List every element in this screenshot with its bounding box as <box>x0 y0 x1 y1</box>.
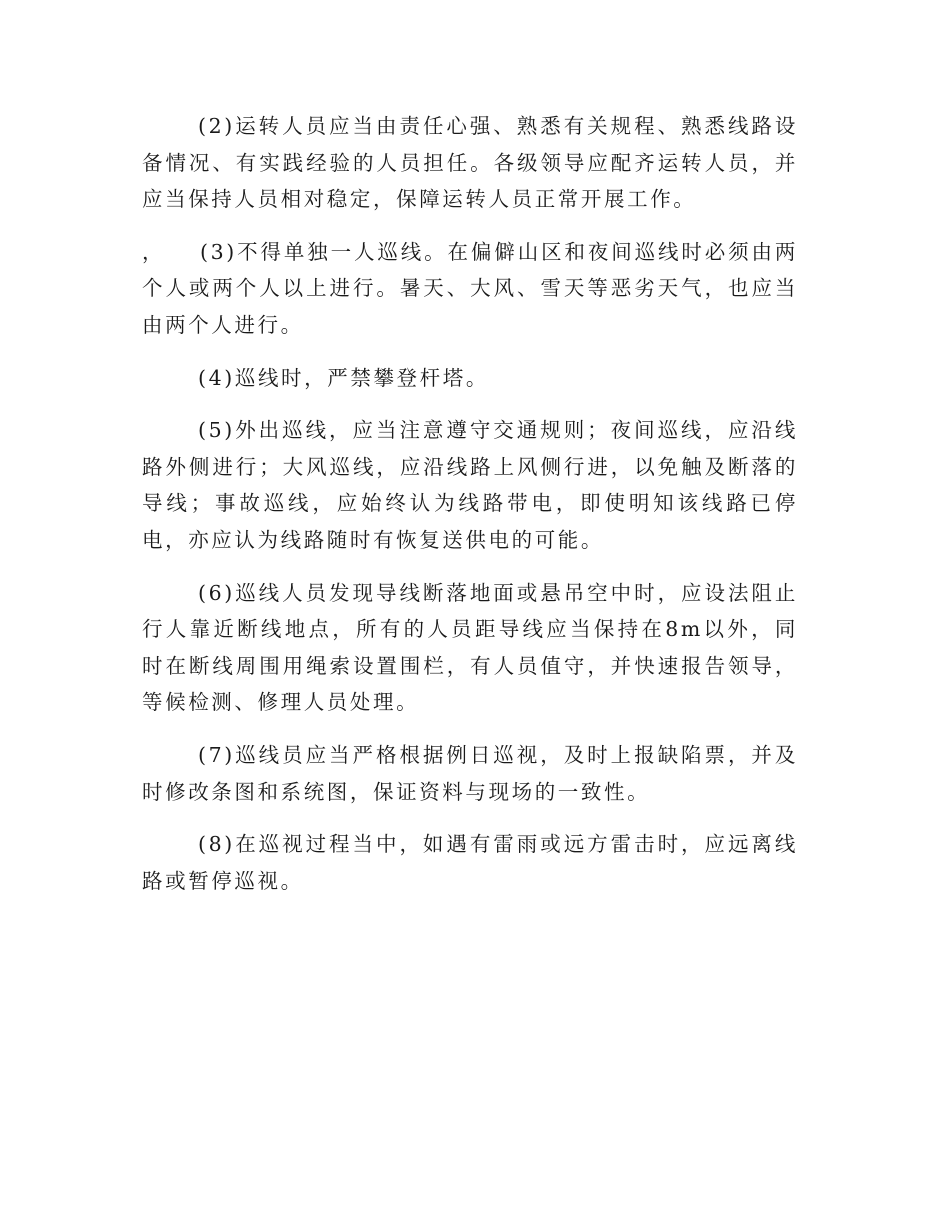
paragraph-lead-mark: ， <box>142 239 166 264</box>
paragraph-item-3 <box>142 234 798 344</box>
paragraph-item-7: (7)巡线员应当严格根据例日巡视，及时上报缺陷票，并及时修改条图和系统图，保证资料与现场的一致性。 <box>142 742 798 804</box>
paragraph-item-6: (6)巡线人员发现导线断落地面或悬吊空中时，应设法阻止行人靠近断线地点，所有的人员距导线应当保持在8m以外，同时在断线周围用绳索设置围栏，有人员值守，并快速报告领导，等候检测、修理人员处理。 <box>142 580 798 715</box>
document-body <box>142 108 798 915</box>
paragraph-item-5: (5)外出巡线，应当注意遵守交通规则；夜间巡线，应沿线路外侧进行；大风巡线，应沿线路上风侧行进，以免触及断落的导线；事故巡线，应始终认为线路带电，即使明知该线路已停电，亦应认为线路随时有恢复送供电的可能。 <box>142 418 798 552</box>
paragraph-text: (3)不得单独一人巡线。在偏僻山区和夜间巡线时必须由两个人或两个人以上进行。暑天、大风、雪天等恶劣天气，也应当由两个人进行。 <box>142 239 798 337</box>
paragraph-item-8: (8)在巡视过程当中，如遇有雷雨或远方雷击时，应远离线路或暂停巡视。 <box>142 832 798 893</box>
paragraph-item-2: (2)运转人员应当由责任心强、熟悉有关规程、熟悉线路设备情况、有实践经验的人员担任。各级领导应配齐运转人员，并应当保持人员相对稳定，保障运转人员正常开展工作。 <box>142 114 798 212</box>
paragraph-item-4: (4)巡线时，严禁攀登杆塔。 <box>198 365 489 390</box>
